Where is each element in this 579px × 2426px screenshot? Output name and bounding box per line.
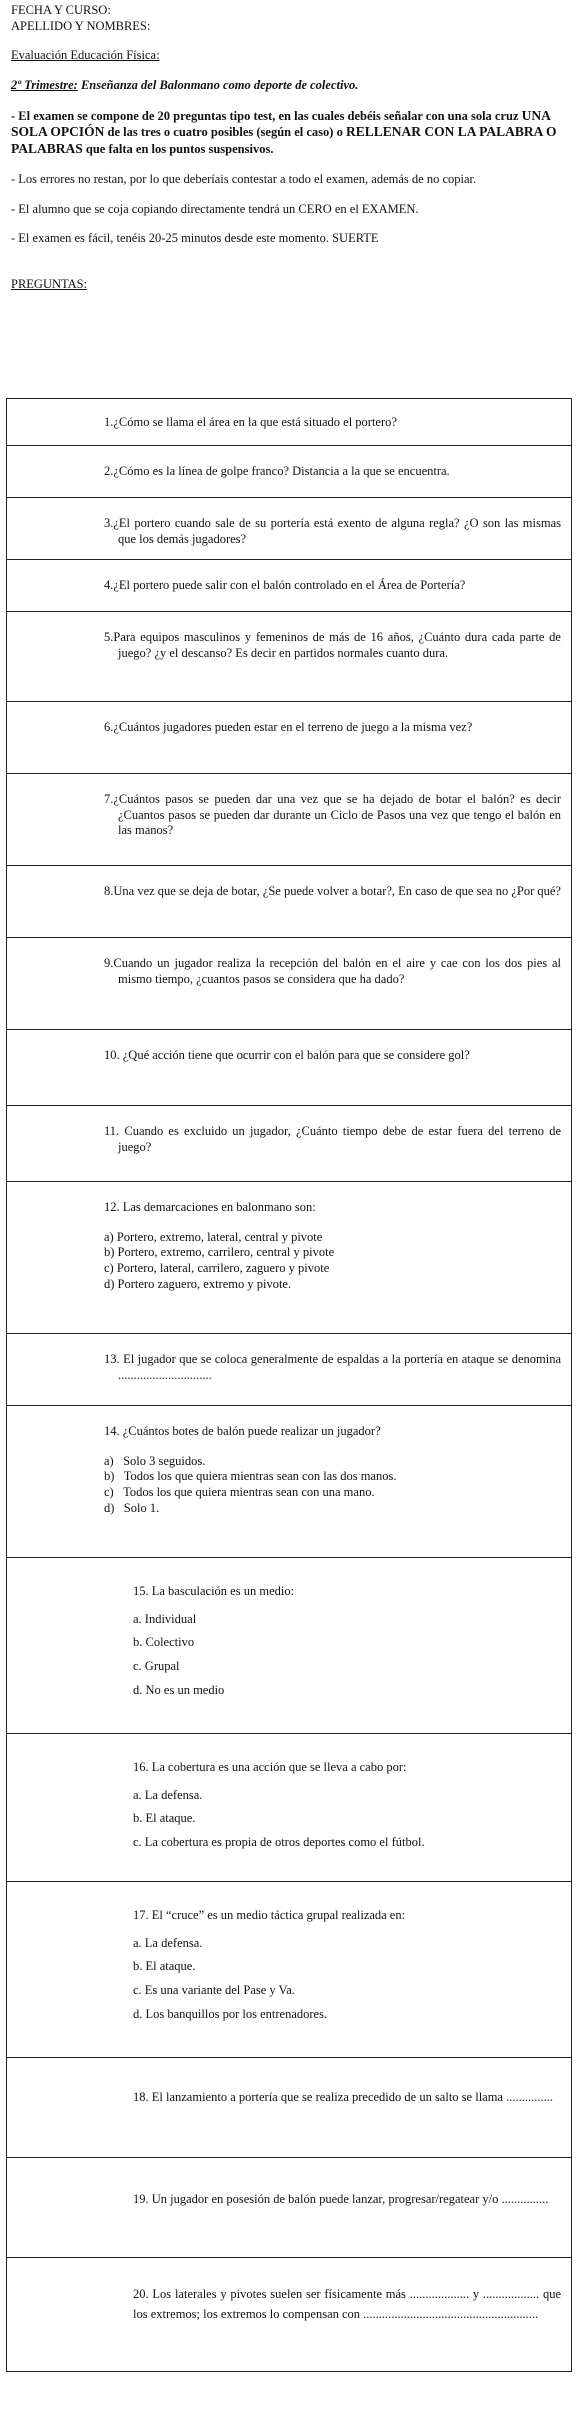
question-19: 19. Un jugador en posesión de balón puede lanzar, progresar/regatear y/o ............... — [133, 2192, 549, 2206]
instruction-3: - El alumno que se coja copiando directamente tendrá un CERO en el EXAMEN. — [11, 201, 419, 216]
question-row — [7, 1881, 571, 2057]
apellido-label: APELLIDO Y NOMBRES: — [11, 18, 151, 33]
question-row — [7, 2257, 571, 2371]
question-11: 11. Cuando es excluido un jugador, ¿Cuánto tiempo debe de estar fuera del terreno de juego? — [104, 1124, 561, 1154]
question-13: 13. El jugador que se coloca generalmente de espaldas a la portería en ataque se denomina .............................. — [104, 1352, 561, 1382]
question-row — [7, 497, 571, 559]
option[interactable]: a. Individual — [133, 1611, 197, 1626]
questions-table — [6, 398, 572, 2372]
option[interactable]: a) Portero, extremo, lateral, central y pivote — [104, 1229, 323, 1244]
question-row — [7, 611, 571, 701]
instr1-c: de las tres o cuatro posibles (según el caso) o — [104, 125, 346, 140]
question-12-options — [104, 1230, 561, 1293]
option[interactable]: d) Solo 1. — [104, 1500, 160, 1515]
question-14-block — [104, 1424, 561, 1516]
option[interactable]: c. La cobertura es propia de otros deportes como el fútbol. — [133, 1834, 425, 1849]
option[interactable]: b. El ataque. — [133, 1959, 196, 1974]
instruction-4: - El examen es fácil, tenéis 20-25 minutos desde este momento. SUERTE — [11, 231, 379, 246]
fecha-label: FECHA Y CURSO: — [11, 3, 111, 17]
option[interactable]: c) Todos los que quiera mientras sean con una mano. — [104, 1484, 375, 1499]
instr1-e: que falta en los puntos suspensivos. — [82, 142, 274, 157]
question-row — [7, 1405, 571, 1557]
question-3: 3.¿El portero cuando sale de su portería está exento de alguna regla? ¿O son las mismas que los demás jugadores? — [104, 516, 561, 546]
question-2: 2.¿Cómo es la línea de golpe franco? Distancia a la que se encuentra. — [104, 464, 450, 478]
question-row — [7, 559, 571, 611]
trimestre-line — [11, 78, 571, 94]
question-10: 10. ¿Qué acción tiene que ocurrir con el balón para que se considere gol? — [104, 1048, 470, 1062]
option[interactable]: c. Grupal — [133, 1658, 180, 1673]
trimestre-label: 2º Trimestre: — [11, 77, 78, 92]
evaluacion-title: Evaluación Educación Física: — [11, 48, 160, 63]
question-row — [7, 2057, 571, 2157]
question-6: 6.¿Cuántos jugadores pueden estar en el terreno de juego a la misma vez? — [104, 720, 473, 734]
question-row — [7, 1105, 571, 1181]
question-14-options — [104, 1454, 561, 1517]
question-row — [7, 937, 571, 1029]
question-15-block — [133, 1584, 561, 1706]
option[interactable]: a. La defensa. — [133, 1935, 203, 1950]
question-16-block — [133, 1760, 561, 1859]
question-12-block — [104, 1200, 561, 1292]
question-4: 4.¿El portero puede salir con el balón controlado en el Área de Portería? — [104, 578, 466, 592]
question-17-block — [133, 1908, 561, 2030]
option[interactable]: b. El ataque. — [133, 1811, 196, 1826]
question-18: 18. El lanzamiento a portería que se realiza precedido de un salto se llama ............... — [133, 2090, 553, 2104]
preguntas-heading: PREGUNTAS: — [11, 277, 88, 291]
exam-header — [11, 3, 571, 293]
question-row — [7, 1733, 571, 1881]
option[interactable]: b) Portero, extremo, carrilero, central y pivote — [104, 1245, 335, 1260]
instruction-2: - Los errores no restan, por lo que deberíais contestar a todo el examen, además de no copiar. — [11, 172, 477, 187]
question-row — [7, 1181, 571, 1333]
option[interactable]: b) Todos los que quiera mientras sean con las dos manos. — [104, 1469, 397, 1484]
question-8: 8.Una vez que se deja de botar, ¿Se puede volver a botar?, En caso de que sea no ¿Por qué? — [104, 884, 561, 898]
question-15: 15. La basculación es un medio: — [133, 1584, 295, 1598]
question-12: 12. Las demarcaciones en balonmano son: — [104, 1200, 316, 1214]
option[interactable]: c) Portero, lateral, carrilero, zaguero y pivote — [104, 1260, 330, 1275]
option[interactable]: a) Solo 3 seguidos. — [104, 1453, 206, 1468]
instr1-b: UNA SOLA OPCIÓN — [11, 107, 551, 140]
question-1: 1.¿Cómo se llama el área en la que está situado el portero? — [104, 415, 397, 429]
question-row — [7, 399, 571, 445]
question-7: 7.¿Cuántos pasos se pueden dar una vez que se ha dejado de botar el balón? es decir ¿Cuantos pasos se pueden dar durante un Ciclo de Pasos una vez que tengo el balón en las manos? — [104, 792, 561, 838]
question-row — [7, 1557, 571, 1733]
question-15-options — [133, 1612, 561, 1699]
question-row — [7, 445, 571, 497]
question-17: 17. El “cruce” es un medio táctica grupal realizada en: — [133, 1908, 406, 1922]
question-17-options — [133, 1936, 561, 2023]
question-row — [7, 701, 571, 773]
instr1-a: - El examen se compone de 20 preguntas tipo test, en las cuales debéis señalar con una sola cruz — [11, 108, 522, 123]
option[interactable]: d) Portero zaguero, extremo y pivote. — [104, 1276, 292, 1291]
instr1-d: RELLENAR CON LA PALABRA O PALABRAS — [11, 124, 557, 157]
question-5: 5.Para equipos masculinos y femeninos de más de 16 años, ¿Cuánto dura cada parte de juego? ¿y el descanso? Es decir en partidos normales cuanto dura. — [104, 630, 561, 660]
question-16-options — [133, 1788, 561, 1851]
question-row — [7, 2157, 571, 2257]
question-row — [7, 773, 571, 865]
option[interactable]: d. Los banquillos por los entrenadores. — [133, 2006, 328, 2021]
option[interactable]: c. Es una variante del Pase y Va. — [133, 1982, 295, 1997]
option[interactable]: b. Colectivo — [133, 1635, 195, 1650]
trimestre-text: Enseñanza del Balonmano como deporte de colectivo. — [77, 77, 359, 92]
question-20: 20. Los laterales y pivotes suelen ser físicamente más ................... y .................. que los extremos; los extremos lo compensan con ........................................................ — [133, 2287, 561, 2321]
question-9: 9.Cuando un jugador realiza la recepción del balón en el aire y cae con los dos pies al mismo tiempo, ¿cuantos pasos se considera que ha dado? — [104, 956, 561, 986]
option[interactable]: d. No es un medio — [133, 1682, 225, 1697]
question-row — [7, 1333, 571, 1405]
question-16: 16. La cobertura es una acción que se lleva a cabo por: — [133, 1760, 407, 1774]
instruction-1 — [11, 108, 571, 159]
question-row — [7, 1029, 571, 1105]
question-14: 14. ¿Cuántos botes de balón puede realizar un jugador? — [104, 1424, 381, 1438]
question-row — [7, 865, 571, 937]
option[interactable]: a. La defensa. — [133, 1787, 203, 1802]
